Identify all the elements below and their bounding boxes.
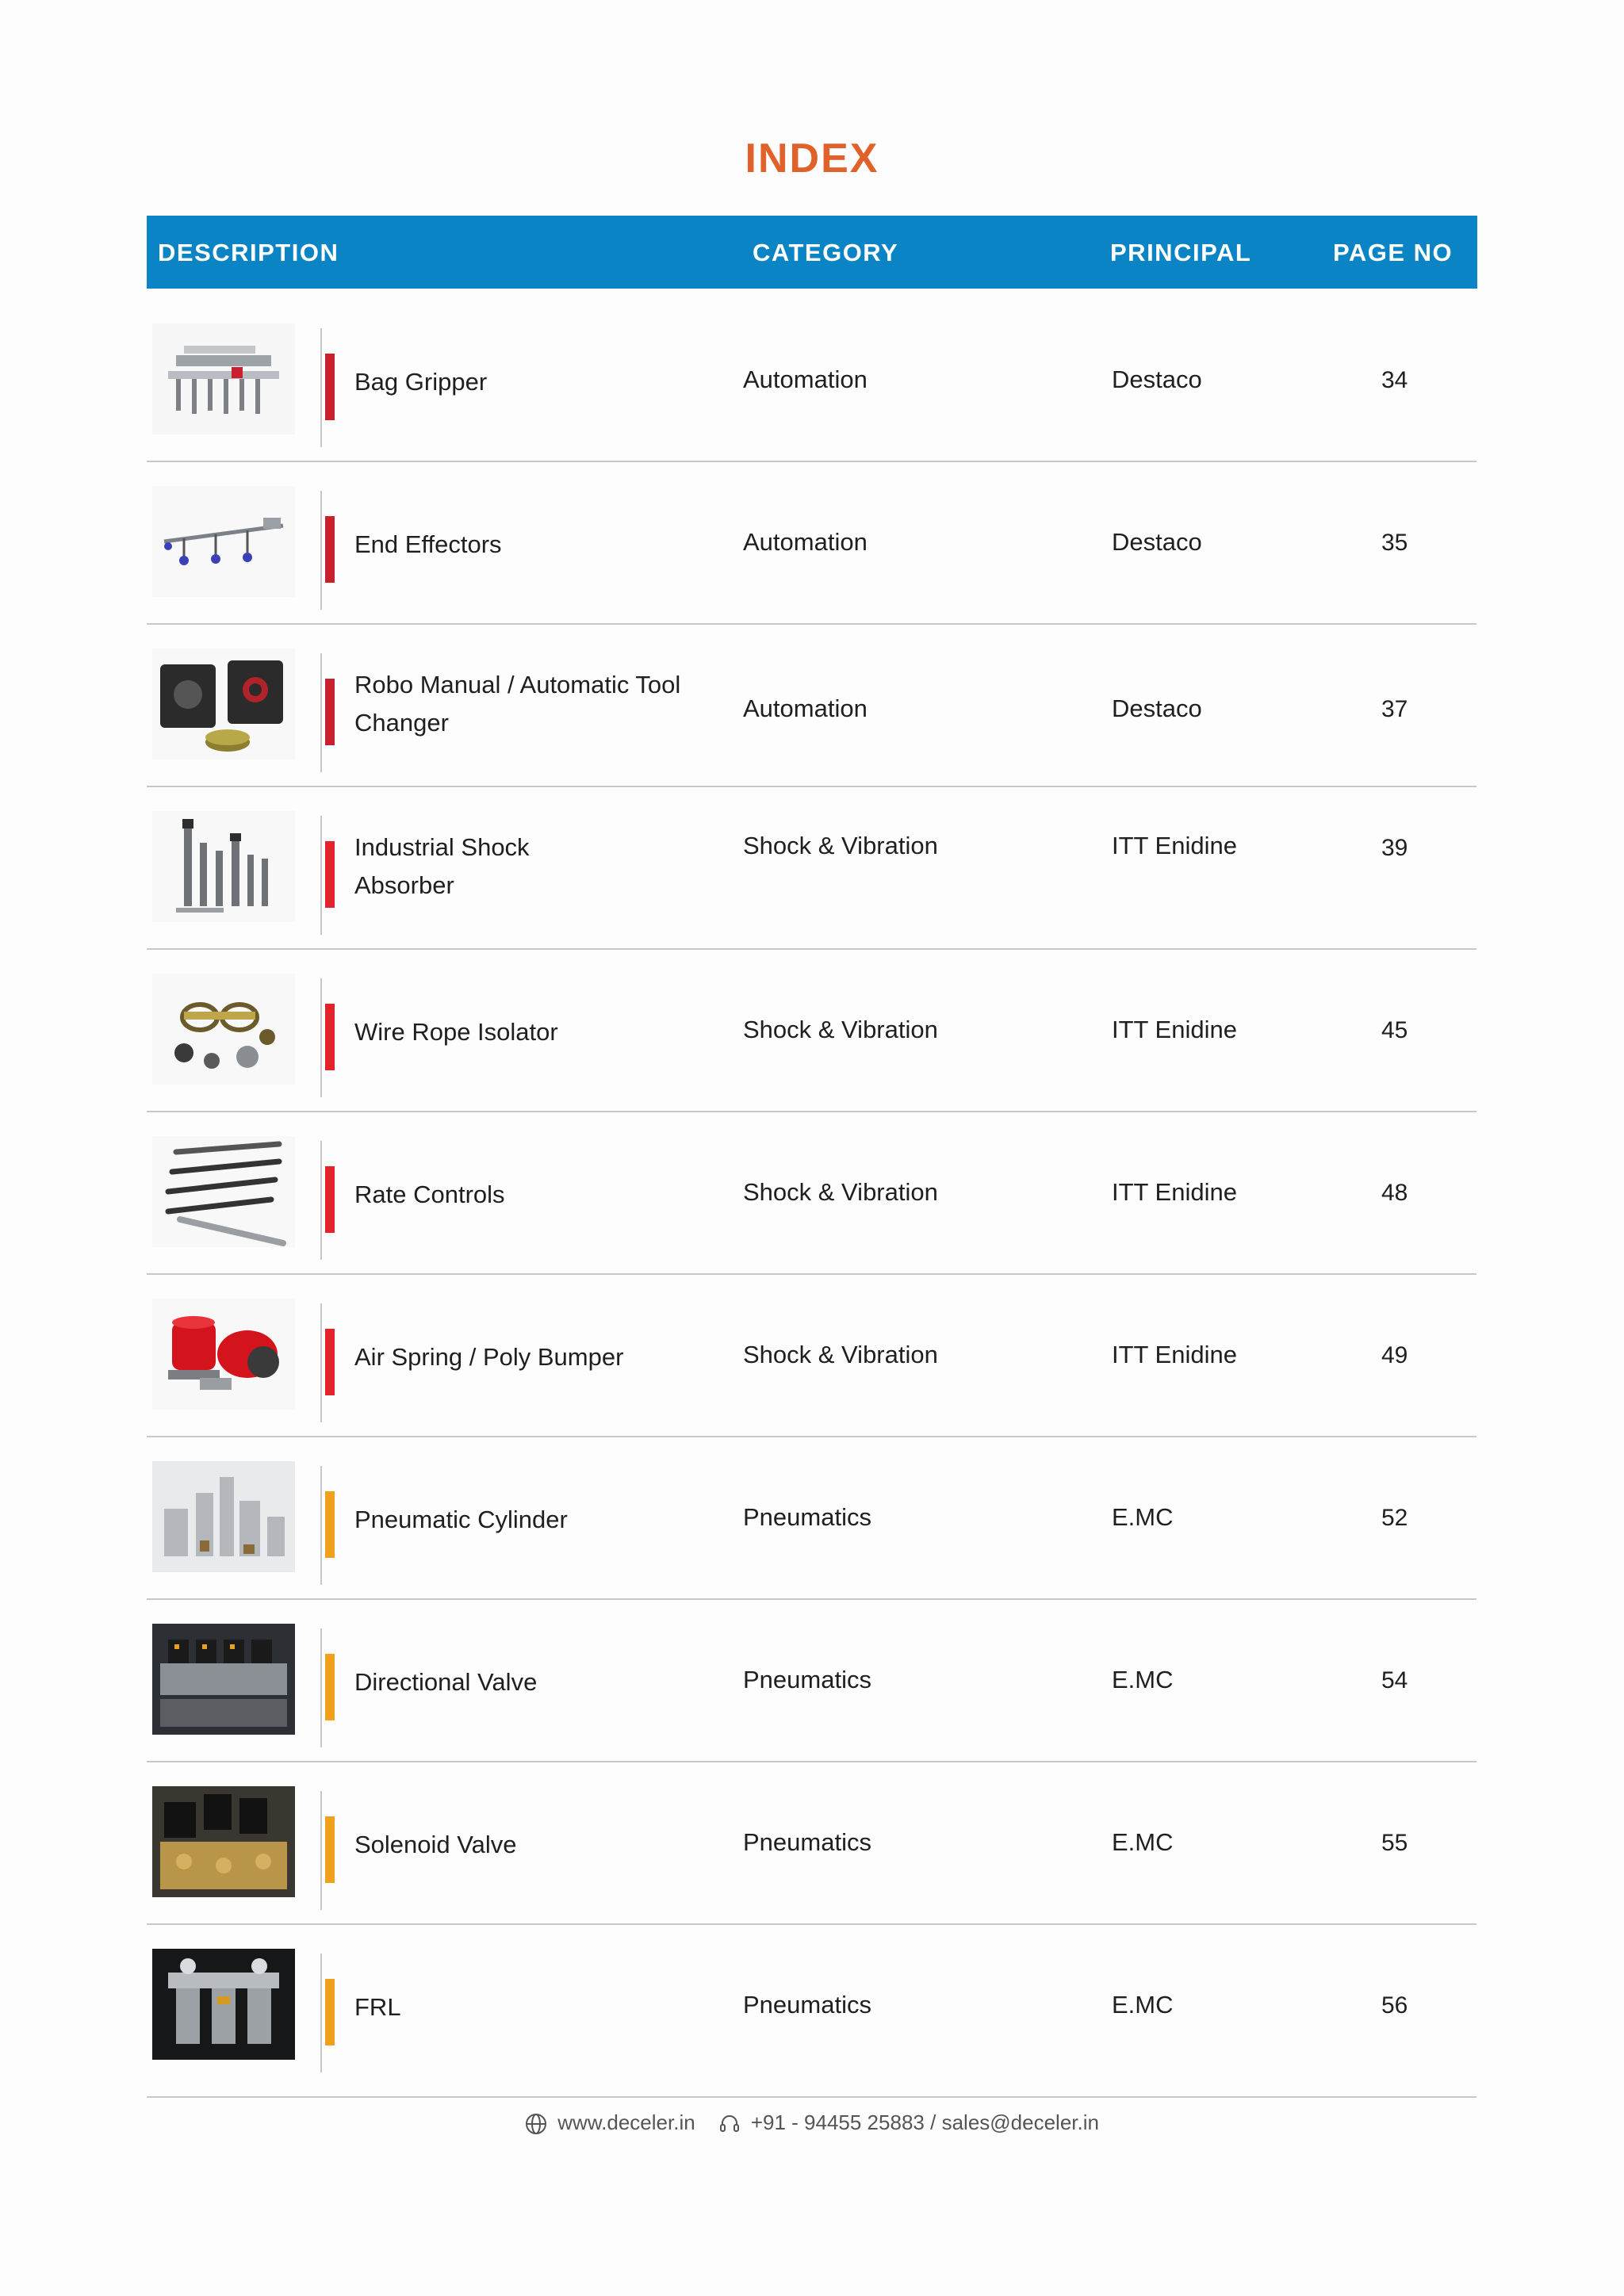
- row-category: Pneumatics: [743, 1828, 871, 1856]
- row-page-number[interactable]: 54: [1381, 1667, 1408, 1693]
- row-principal: ITT Enidine: [1112, 1016, 1237, 1043]
- row-separator-line: [320, 978, 322, 1097]
- pneumatic-cylinder-image: [152, 1461, 295, 1572]
- rate-controls-image: [152, 1136, 295, 1247]
- row-category: Pneumatics: [743, 1991, 871, 2019]
- row-page-number[interactable]: 34: [1381, 367, 1408, 393]
- table-row[interactable]: [144, 1437, 1477, 1600]
- footer-separator: /: [930, 2110, 936, 2134]
- footer-phone[interactable]: [718, 2110, 925, 2135]
- phone-text: +91 - 94455 25883: [750, 2110, 925, 2134]
- row-page-number[interactable]: 35: [1381, 530, 1408, 556]
- row-description: Air Spring / Poly Bumper: [354, 1343, 624, 1371]
- row-description: Wire Rope Isolator: [354, 1018, 558, 1046]
- header-description: DESCRIPTION: [158, 239, 339, 266]
- row-principal: E.MC: [1112, 1503, 1174, 1531]
- globe-icon: [525, 2113, 547, 2135]
- row-category: Pneumatics: [743, 1503, 871, 1531]
- row-description: Bag Gripper: [354, 368, 488, 396]
- row-description: Pneumatic Cylinder: [354, 1506, 568, 1533]
- table-row[interactable]: [144, 1762, 1477, 1925]
- row-principal: ITT Enidine: [1112, 1341, 1237, 1368]
- row-principal: E.MC: [1112, 1991, 1174, 2019]
- accent-bar: [325, 841, 335, 908]
- accent-bar: [325, 679, 335, 745]
- page-footer: [0, 2109, 1624, 2135]
- row-category: Shock & Vibration: [743, 1341, 938, 1368]
- website-text: www.deceler.in: [557, 2110, 695, 2134]
- row-separator-line: [320, 1791, 322, 1910]
- row-separator-line: [320, 1303, 322, 1422]
- row-principal: Destaco: [1112, 365, 1202, 393]
- bag-gripper-image: [152, 323, 295, 434]
- row-separator-line: [320, 1954, 322, 2072]
- row-principal: E.MC: [1112, 1828, 1174, 1856]
- header-page-no: PAGE NO: [1333, 239, 1454, 266]
- row-category: Automation: [743, 695, 868, 722]
- accent-bar: [325, 1654, 335, 1720]
- row-principal: E.MC: [1112, 1666, 1174, 1693]
- row-description: FRL: [354, 1993, 401, 2021]
- row-page-number[interactable]: 52: [1381, 1505, 1408, 1531]
- table-row[interactable]: [144, 1275, 1477, 1437]
- row-separator-line: [320, 491, 322, 610]
- shock-absorber-image: [152, 811, 295, 922]
- table-row[interactable]: [144, 625, 1477, 787]
- table-row[interactable]: [144, 1112, 1477, 1275]
- table-row[interactable]: [144, 1925, 1477, 2098]
- accent-bar: [325, 1004, 335, 1070]
- accent-bar: [325, 516, 335, 583]
- row-category: Shock & Vibration: [743, 1178, 938, 1206]
- row-page-number[interactable]: 55: [1381, 1830, 1408, 1856]
- row-description: Rate Controls: [354, 1181, 505, 1208]
- tool-changer-image: [152, 649, 295, 760]
- footer-website[interactable]: [525, 2110, 695, 2135]
- solenoid-valve-image: [152, 1786, 295, 1897]
- accent-bar: [325, 1816, 335, 1883]
- row-separator-line: [320, 328, 322, 447]
- table-row[interactable]: [144, 300, 1477, 462]
- air-spring-image: [152, 1299, 295, 1410]
- header-principal: PRINCIPAL: [1110, 239, 1252, 266]
- row-page-number[interactable]: 49: [1381, 1342, 1408, 1368]
- row-separator-line: [320, 653, 322, 772]
- row-description: Solenoid Valve: [354, 1831, 517, 1858]
- row-page-number[interactable]: 45: [1381, 1017, 1408, 1043]
- accent-bar: [325, 1979, 335, 2045]
- table-row[interactable]: [144, 950, 1477, 1112]
- row-principal: ITT Enidine: [1112, 832, 1237, 859]
- accent-bar: [325, 1329, 335, 1395]
- wire-rope-isolator-image: [152, 974, 295, 1085]
- row-page-number[interactable]: 48: [1381, 1180, 1408, 1206]
- row-page-number[interactable]: 56: [1381, 1992, 1408, 2019]
- row-category: Pneumatics: [743, 1666, 871, 1693]
- row-category: Automation: [743, 365, 868, 393]
- row-description: Robo Manual / Automatic Tool Changer: [354, 671, 681, 737]
- row-separator-line: [320, 816, 322, 935]
- page-title: INDEX: [745, 136, 879, 182]
- header-category: CATEGORY: [753, 239, 899, 266]
- footer-email[interactable]: sales@deceler.in: [941, 2110, 1099, 2134]
- table-row[interactable]: [144, 462, 1477, 625]
- row-separator-line: [320, 1141, 322, 1260]
- table-row[interactable]: [144, 787, 1477, 950]
- row-principal: Destaco: [1112, 528, 1202, 556]
- frl-image: [152, 1949, 295, 2060]
- row-category: Shock & Vibration: [743, 832, 938, 859]
- accent-bar: [325, 1491, 335, 1558]
- row-divider: [147, 2096, 1477, 2098]
- end-effectors-image: [152, 486, 295, 597]
- accent-bar: [325, 1166, 335, 1233]
- row-page-number[interactable]: 39: [1381, 835, 1408, 861]
- row-description: Industrial Shock Absorber: [354, 833, 530, 899]
- row-category: Automation: [743, 528, 868, 556]
- row-description: End Effectors: [354, 530, 502, 558]
- row-description: Directional Valve: [354, 1668, 538, 1696]
- directional-valve-image: [152, 1624, 295, 1735]
- headset-icon: [718, 2113, 741, 2135]
- row-separator-line: [320, 1466, 322, 1585]
- row-page-number[interactable]: 37: [1381, 696, 1408, 722]
- row-principal: ITT Enidine: [1112, 1178, 1237, 1206]
- accent-bar: [325, 354, 335, 420]
- row-category: Shock & Vibration: [743, 1016, 938, 1043]
- row-separator-line: [320, 1628, 322, 1747]
- row-principal: Destaco: [1112, 695, 1202, 722]
- table-header: [147, 216, 1477, 289]
- table-row[interactable]: [144, 1600, 1477, 1762]
